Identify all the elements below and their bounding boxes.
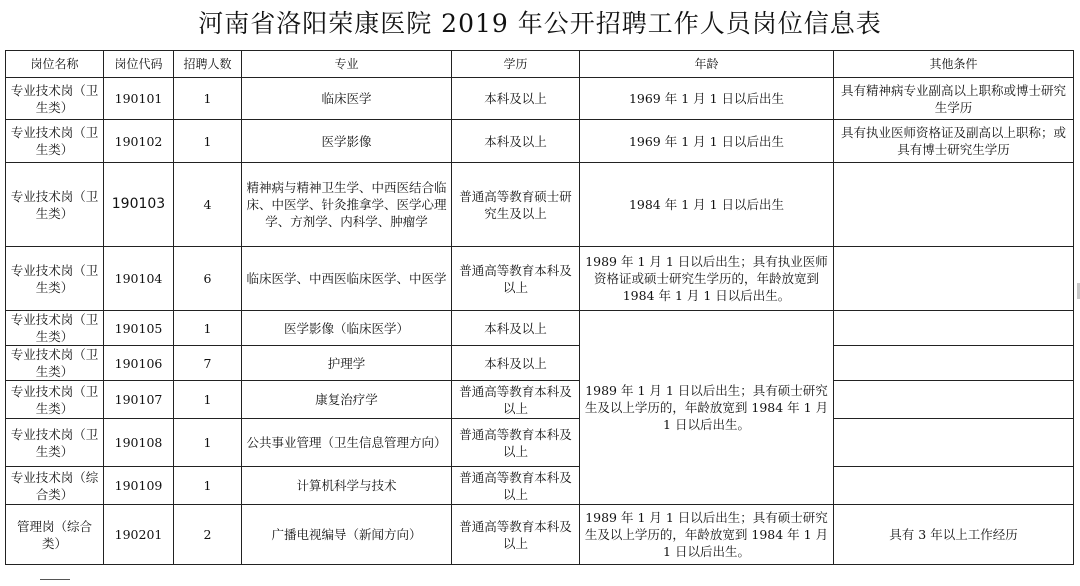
- cell-position-name: 专业技术岗（卫生类）: [6, 78, 104, 120]
- cell-position-code: 190104: [104, 247, 174, 311]
- cell-position-name: 专业技术岗（卫生类）: [6, 381, 104, 419]
- header-other-conditions: 其他条件: [834, 51, 1074, 78]
- cell-other-conditions: 具有 3 年以上工作经历: [834, 505, 1074, 565]
- cell-position-code: 190201: [104, 505, 174, 565]
- header-position-name: 岗位名称: [6, 51, 104, 78]
- cell-hire-count: 7: [174, 346, 242, 381]
- cell-other-conditions: [834, 311, 1074, 346]
- cell-position-code: 190106: [104, 346, 174, 381]
- page-title: 河南省洛阳荣康医院 2019 年公开招聘工作人员岗位信息表: [198, 9, 882, 38]
- cell-other-conditions: [834, 467, 1074, 505]
- cell-hire-count: 1: [174, 311, 242, 346]
- cell-position-name: 专业技术岗（卫生类）: [6, 311, 104, 346]
- cell-major: 临床医学、中西医临床医学、中医学: [242, 247, 452, 311]
- cell-hire-count: 1: [174, 419, 242, 467]
- cell-position-code: 190108: [104, 419, 174, 467]
- cell-position-name: 专业技术岗（综合类）: [6, 467, 104, 505]
- cell-other-conditions: [834, 381, 1074, 419]
- cell-age: 1969 年 1 月 1 日以后出生: [580, 120, 834, 163]
- header-hire-count: 招聘人数: [174, 51, 242, 78]
- cell-position-code: 190102: [104, 120, 174, 163]
- cell-age: 1989 年 1 月 1 日以后出生；具有硕士研究生及以上学历的，年龄放宽到 1984 年 1 月 1 日以后出生。: [580, 505, 834, 565]
- table-row: [6, 247, 1074, 311]
- cell-hire-count: 6: [174, 247, 242, 311]
- cell-position-name: 管理岗（综合类）: [6, 505, 104, 565]
- cell-hire-count: 1: [174, 381, 242, 419]
- cell-education: 普通高等教育本科及以上: [452, 381, 580, 419]
- cell-position-name: 专业技术岗（卫生类）: [6, 163, 104, 247]
- table-row: [6, 311, 1074, 346]
- cell-position-name: 专业技术岗（卫生类）: [6, 419, 104, 467]
- cell-major: 护理学: [242, 346, 452, 381]
- cell-other-conditions: [834, 419, 1074, 467]
- header-major: 专业: [242, 51, 452, 78]
- cell-major: 医学影像: [242, 120, 452, 163]
- cell-education: 普通高等教育本科及以上: [452, 247, 580, 311]
- header-position-code: 岗位代码: [104, 51, 174, 78]
- cell-major: 广播电视编导（新闻方向）: [242, 505, 452, 565]
- header-education: 学历: [452, 51, 580, 78]
- cell-other-conditions: 具有精神病专业副高以上职称或博士研究生学历: [834, 78, 1074, 120]
- cell-major: 康复治疗学: [242, 381, 452, 419]
- table-row: [6, 78, 1074, 120]
- table-row: [6, 381, 1074, 419]
- cell-position-name: 专业技术岗（卫生类）: [6, 346, 104, 381]
- cell-position-code: 190101: [104, 78, 174, 120]
- cell-hire-count: 1: [174, 120, 242, 163]
- cell-position-code: 190109: [104, 467, 174, 505]
- cell-other-conditions: [834, 346, 1074, 381]
- table-header-row: [6, 51, 1074, 78]
- cell-position-code: 190107: [104, 381, 174, 419]
- cell-education: 本科及以上: [452, 311, 580, 346]
- cell-education: 普通高等教育硕士研究生及以上: [452, 163, 580, 247]
- cell-age: 1989 年 1 月 1 日以后出生；具有执业医师资格证或硕士研究生学历的，年龄放宽到 1984 年 1 月 1 日以后出生。: [580, 247, 834, 311]
- cell-major: 计算机科学与技术: [242, 467, 452, 505]
- job-info-table: [5, 50, 1074, 565]
- table-row: [6, 467, 1074, 505]
- table-row: [6, 346, 1074, 381]
- cell-major: 公共事业管理（卫生信息管理方向）: [242, 419, 452, 467]
- table-row: [6, 505, 1074, 565]
- table-row: [6, 163, 1074, 247]
- cell-education: 普通高等教育本科及以上: [452, 419, 580, 467]
- cell-age-merged: 1989 年 1 月 1 日以后出生；具有硕士研究生及以上学历的，年龄放宽到 1984 年 1 月 1 日以后出生。: [580, 311, 834, 505]
- cell-age: 1984 年 1 月 1 日以后出生: [580, 163, 834, 247]
- table-row: [6, 419, 1074, 467]
- cell-other-conditions: 具有执业医师资格证及副高以上职称；或具有博士研究生学历: [834, 120, 1074, 163]
- cell-hire-count: 2: [174, 505, 242, 565]
- cell-position-code: 190103: [104, 163, 174, 247]
- cell-other-conditions: [834, 163, 1074, 247]
- table-row: [6, 120, 1074, 163]
- cell-position-name: 专业技术岗（卫生类）: [6, 247, 104, 311]
- cell-education: 本科及以上: [452, 78, 580, 120]
- cell-education: 普通高等教育本科及以上: [452, 467, 580, 505]
- cell-major: 医学影像（临床医学）: [242, 311, 452, 346]
- cell-education: 普通高等教育本科及以上: [452, 505, 580, 565]
- cell-position-name: 专业技术岗（卫生类）: [6, 120, 104, 163]
- cell-major: 精神病与精神卫生学、中西医结合临床、中医学、针灸推拿学、医学心理学、方剂学、内科学、肿瘤学: [242, 163, 452, 247]
- cell-major: 临床医学: [242, 78, 452, 120]
- cell-age: 1969 年 1 月 1 日以后出生: [580, 78, 834, 120]
- cell-education: 本科及以上: [452, 346, 580, 381]
- cell-hire-count: 4: [174, 163, 242, 247]
- cell-education: 本科及以上: [452, 120, 580, 163]
- cell-hire-count: 1: [174, 78, 242, 120]
- cell-position-code: 190105: [104, 311, 174, 346]
- cell-other-conditions: [834, 247, 1074, 311]
- cell-hire-count: 1: [174, 467, 242, 505]
- header-age: 年龄: [580, 51, 834, 78]
